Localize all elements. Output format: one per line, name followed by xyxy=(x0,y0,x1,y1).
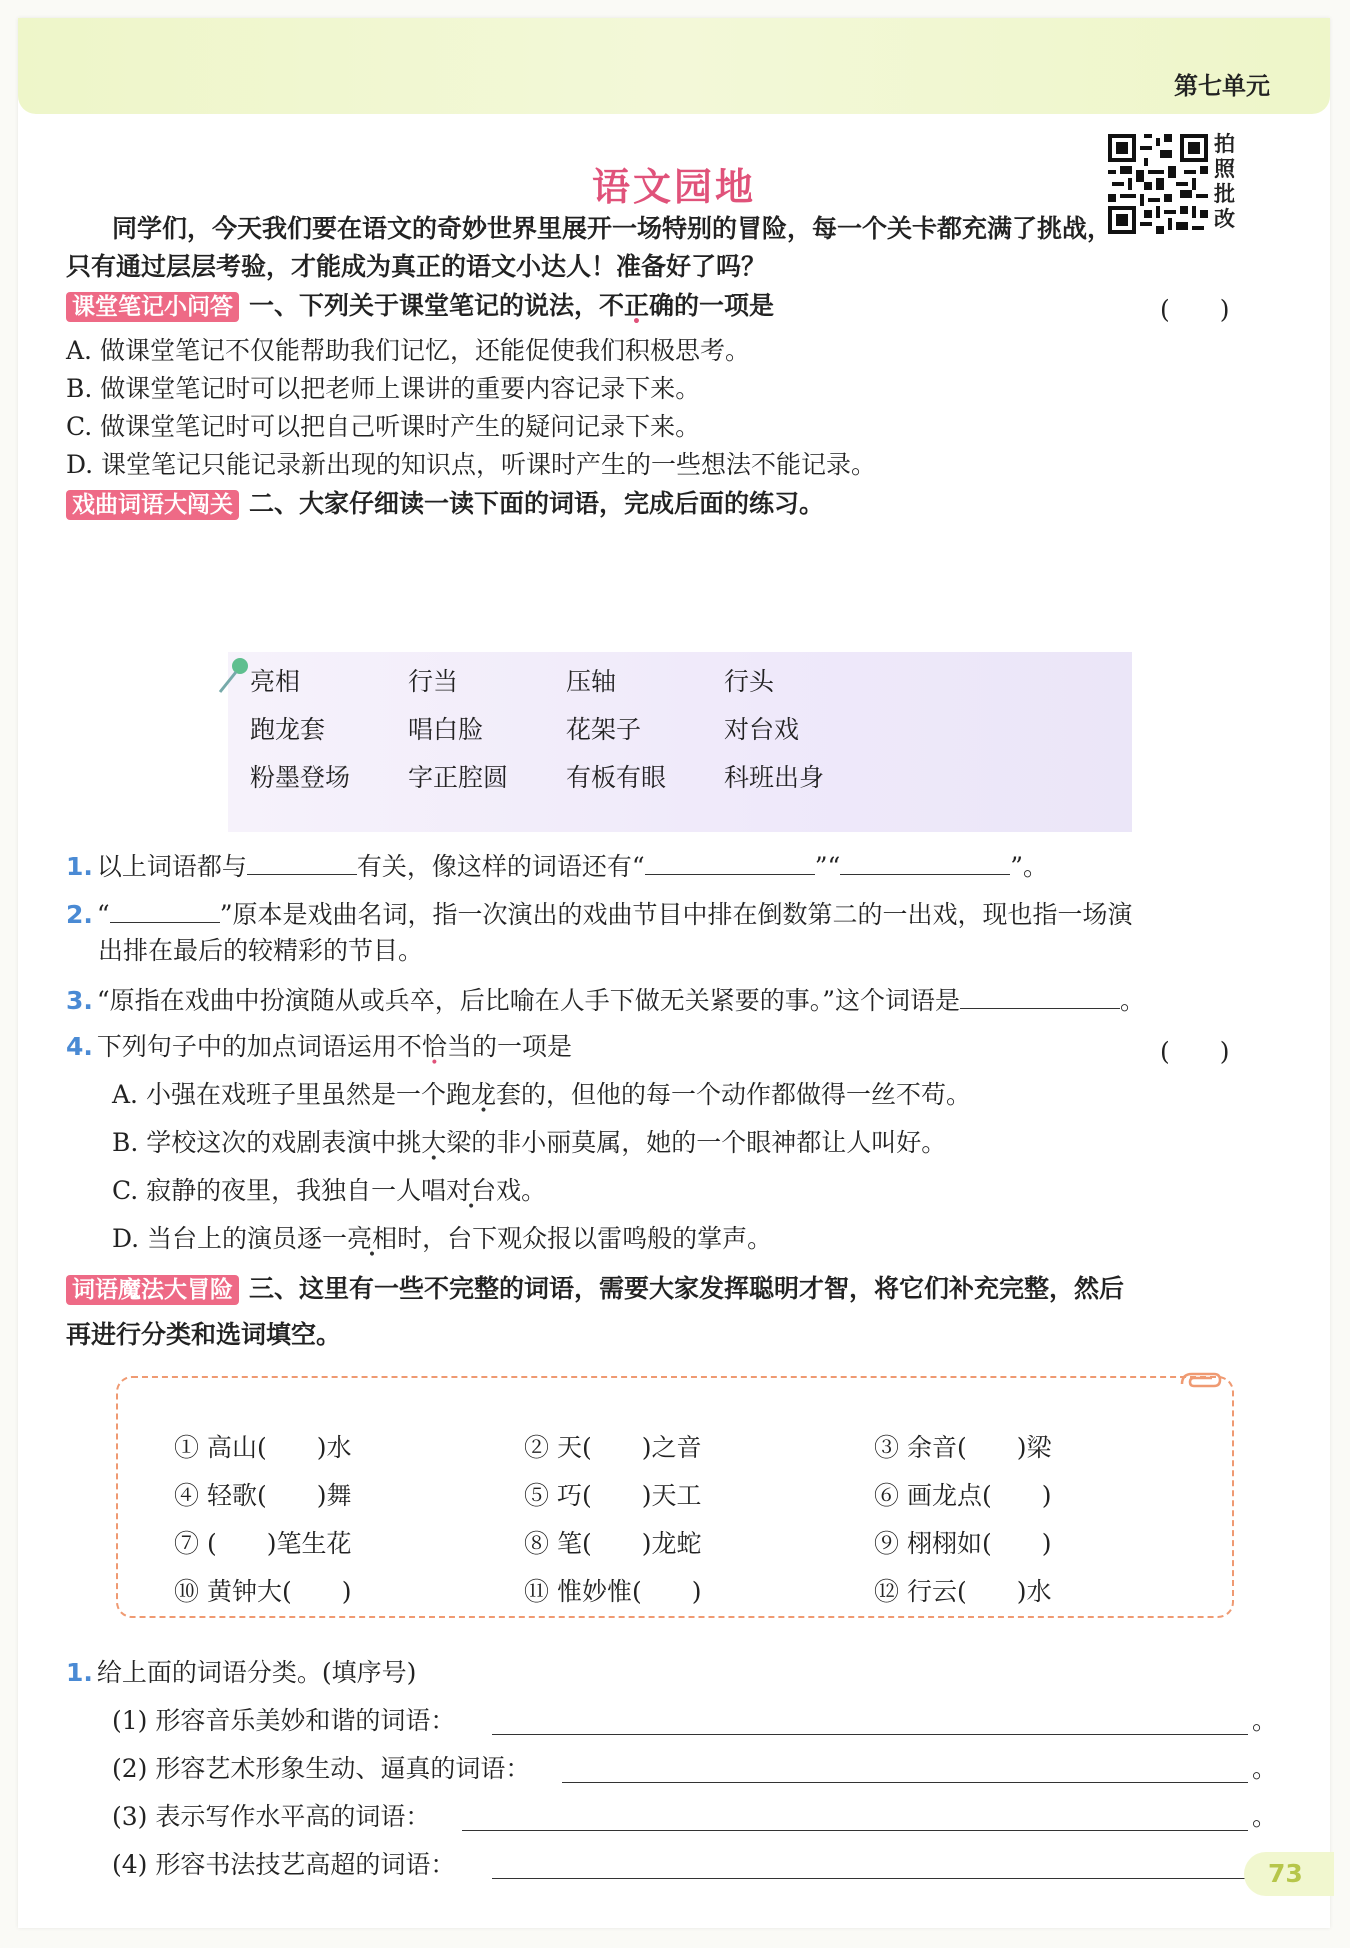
intro-line-2: 只有通过层层考验，才能成为真正的语文小达人！准备好了吗？ xyxy=(66,252,767,281)
answer-blank[interactable] xyxy=(110,898,220,923)
qr-label: 拍 照 批 改 xyxy=(1214,132,1235,231)
section3-q1-item-1: (1) 形容音乐美妙和谐的词语： xyxy=(112,1706,456,1735)
answer-blank[interactable] xyxy=(247,850,357,875)
idiom-item[interactable]: ⑤ 巧( )天工 xyxy=(524,1481,702,1510)
idiom-item[interactable]: ③ 余音( )梁 xyxy=(874,1433,1052,1462)
idiom-item[interactable]: ④ 轻歌( )舞 xyxy=(174,1481,352,1510)
word-item: 行头 xyxy=(724,667,775,696)
answer-blank[interactable] xyxy=(645,850,815,875)
idiom-item[interactable]: ⑫ 行云( )水 xyxy=(874,1577,1052,1606)
section3-question-line2: 再进行分类和选词填空。 xyxy=(66,1320,342,1349)
answer-blank[interactable] xyxy=(960,984,1120,1009)
idiom-item[interactable]: ⑩ 黄钟大( ) xyxy=(174,1577,352,1606)
word-item: 亮相 xyxy=(250,667,301,696)
section2-tag: 戏曲词语大闯关 xyxy=(66,490,239,520)
section3-q1-item-3: (3) 表示写作水平高的词语： xyxy=(112,1802,431,1831)
answer-line[interactable] xyxy=(562,1782,1248,1783)
word-item: 科班出身 xyxy=(724,763,825,792)
page-title: 语文园地 xyxy=(591,165,756,209)
word-item: 跑龙套 xyxy=(250,715,326,744)
answer-line[interactable] xyxy=(462,1830,1248,1831)
section1-option-a: A. 做课堂笔记不仅能帮助我们记忆，还能促使我们积极思考。 xyxy=(66,336,750,365)
idiom-item[interactable]: ② 天( )之音 xyxy=(524,1433,702,1462)
word-list-box xyxy=(228,652,1132,832)
line-end-mark: 。 xyxy=(1252,1802,1278,1831)
idiom-item[interactable]: ⑪ 惟妙惟( ) xyxy=(524,1577,702,1606)
section1-option-c: C. 做课堂笔记时可以把自己听课时产生的疑问记录下来。 xyxy=(66,412,701,441)
qr-code-icon[interactable] xyxy=(1108,134,1208,234)
paperclip-icon xyxy=(1178,1368,1224,1394)
section2-q4-option-c: C. 寂静的夜里，我独自一人唱对台戏。 xyxy=(112,1176,547,1205)
word-item: 花架子 xyxy=(566,715,642,744)
section2-q2: 2. “ ”原本是戏曲名词，指一次演出的戏曲节目中排在倒数第二的一出戏，现也指一场演 xyxy=(66,900,1133,929)
word-item: 行当 xyxy=(408,667,459,696)
idiom-item[interactable]: ⑥ 画龙点( ) xyxy=(874,1481,1052,1510)
section2-question: 戏曲词语大闯关 二、大家仔细读一读下面的词语，完成后面的练习。 xyxy=(66,489,824,520)
section3-q1-title: 1. 给上面的词语分类。(填序号) xyxy=(66,1658,417,1687)
answer-blank[interactable] xyxy=(840,850,1010,875)
section3-tag: 词语魔法大冒险 xyxy=(66,1275,239,1305)
word-item: 对台戏 xyxy=(724,715,800,744)
section2-q2-line2: 出排在最后的较精彩的节目。 xyxy=(98,936,424,965)
section2-q4-option-a: A. 小强在戏班子里虽然是一个跑龙套的，但他的每一个动作都做得一丝不苟。 xyxy=(112,1080,971,1109)
section3-q1-item-2: (2) 形容艺术形象生动、逼真的词语： xyxy=(112,1754,531,1783)
section1-tag: 课堂笔记小问答 xyxy=(66,292,239,322)
line-end-mark: 。 xyxy=(1252,1706,1278,1735)
section2-q4: 4. 下列句子中的加点词语运用不恰当的一项是 xyxy=(66,1032,572,1061)
header-band xyxy=(18,18,1330,114)
section1-question: 课堂笔记小问答 一、下列关于课堂笔记的说法，不正确的一项是 xyxy=(66,291,774,322)
word-item: 字正腔圆 xyxy=(408,763,509,792)
section1-option-b: B. 做课堂笔记时可以把老师上课讲的重要内容记录下来。 xyxy=(66,374,701,403)
word-item: 有板有眼 xyxy=(566,763,667,792)
idiom-item[interactable]: ⑦ ( )笔生花 xyxy=(174,1529,352,1558)
section2-q3: 3. “原指在戏曲中扮演随从或兵卒，后比喻在人手下做无关紧要的事。”这个词语是 。 xyxy=(66,986,1145,1015)
section3-q1-item-4: (4) 形容书法技艺高超的词语： xyxy=(112,1850,456,1879)
section2-q4-answer-paren[interactable]: ( ) xyxy=(1160,1037,1230,1066)
answer-line[interactable] xyxy=(492,1734,1248,1735)
word-item: 压轴 xyxy=(566,667,617,696)
intro-line-1: 同学们，今天我们要在语文的奇妙世界里展开一场特别的冒险，每一个关卡都充满了挑战， xyxy=(112,214,1113,243)
idiom-item[interactable]: ⑨ 栩栩如( ) xyxy=(874,1529,1052,1558)
unit-label: 第七单元 xyxy=(1174,72,1270,100)
workbook-page xyxy=(18,18,1330,1928)
section1-answer-paren[interactable]: ( ) xyxy=(1160,295,1230,324)
line-end-mark: 。 xyxy=(1252,1754,1278,1783)
section2-q4-option-d: D. 当台上的演员逐一亮相时，台下观众报以雷鸣般的掌声。 xyxy=(112,1224,773,1253)
word-item: 唱白脸 xyxy=(408,715,484,744)
idiom-item[interactable]: ① 高山( )水 xyxy=(174,1433,352,1462)
idiom-item[interactable]: ⑧ 笔( )龙蛇 xyxy=(524,1529,702,1558)
section1-option-d: D. 课堂笔记只能记录新出现的知识点，听课时产生的一些想法不能记录。 xyxy=(66,450,877,479)
pushpin-icon xyxy=(214,654,254,698)
section3-question: 词语魔法大冒险 三、这里有一些不完整的词语，需要大家发挥聪明才智，将它们补充完整，然后 xyxy=(66,1274,1124,1305)
section2-q4-option-b: B. 学校这次的戏剧表演中挑大梁的非小丽莫属，她的一个眼神都让人叫好。 xyxy=(112,1128,947,1157)
answer-line[interactable] xyxy=(492,1878,1248,1879)
page-number: 73 xyxy=(1244,1852,1334,1896)
word-item: 粉墨登场 xyxy=(250,763,351,792)
section2-q1: 1. 以上词语都与 有关，像这样的词语还有“ ”“ ”。 xyxy=(66,852,1049,881)
